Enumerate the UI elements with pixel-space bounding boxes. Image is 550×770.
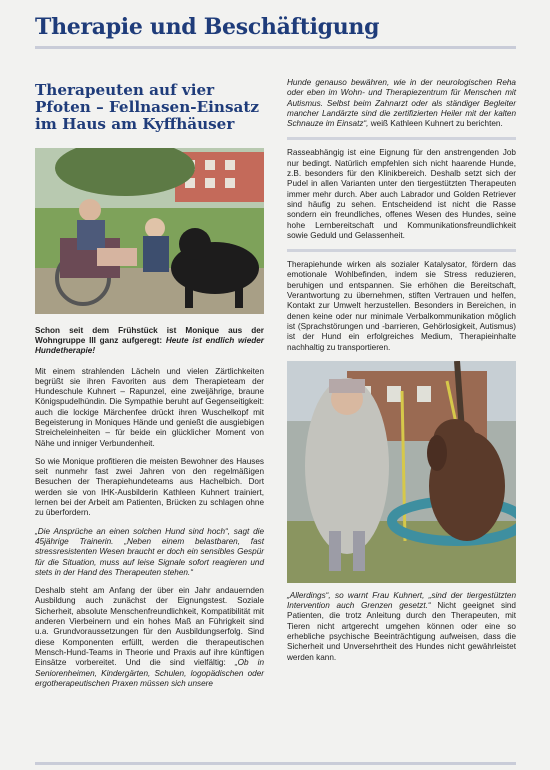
page-title: Therapie und Beschäftigung (35, 14, 380, 40)
paragraph: Mit einem strahlenden Lächeln und vielen Zärtlichkeiten begrüßt sie ihren Favoriten aus dem Therapieteam der Hundeschule Kuhnert – Rapunzel, eine zweijährige, braune Königspudelhündin. Die Sympathie beruht auf Gegenseitigkeit: auch die lockige Märchenfee drückt ihren Wuschelkopf mit Begeisterung in Moniques Hände und genießt die ausgiebigen Streicheleinheiten – für beide ein glücklicher Moment von Nähe und inniger Verbundenheit. (35, 366, 264, 448)
paragraph: Hunde genauso bewähren, wie in der neurologischen Reha oder eben im Wohn- und Therapiezentrum für Menschen mit Autismus. Selbst beim Zahnarzt oder als ständiger Begleiter mancher Landärzte sind die zertifizierten Heiler mit der kalten Schnauze im Einsatz“, weiß Kathleen Kuhnert zu berichten. (287, 78, 516, 129)
quote-paragraph: „Die Ansprüche an einen solchen Hund sind hoch“, sagt die 45jährige Trainerin. „Neben einem belastbaren, fast stressresistenten Wesen braucht er doch ein sensibles Gespür für die Situation, muss auf leise Signale sofort reagieren und stets in der Hand des Therapeuten stehen.“ (35, 526, 264, 577)
paragraph: „Allerdings“, so warnt Frau Kuhnert, „sind der tiergestützten Intervention auch Grenzen gesetzt.“ Nicht geeignet sind Patienten, die trotz Anleitung durch den Therapeuten, mit Tieren nicht artgerecht umgehen können oder eine so erhebliche psychische Beeinträchtigung aufweisen, dass die Sicherheit und Unversehrtheit des Hundes nicht gewährleistet werden kann. (287, 590, 516, 662)
paragraph: Rasseabhängig ist eine Eignung für den anstrengenden Job nur bedingt. Natürlich empfehlen sich nicht haarende Hunde, z.B. besonders für den Klinikbereich. Deshalb setzt sich der Pudel in allen Varianten unter den tiergestützten Therapeuten immer mehr durch. Aber auch Labrador und Golden Retriever sind häufig zu sehen. Entscheidend ist nicht die Rasse sondern ein freundliches, offenes Wesen des Hundes, seine hohe Lernbereitschaft und Kommunikationsfreundlichkeit sowie Geduld und Gelassenheit. (287, 148, 516, 240)
paragraph: Therapiehunde wirken als sozialer Katalysator, fördern das emotionale Wohlbefinden, indem sie Stress reduzieren, beruhigen und entspannen. Sie erhöhen die Bereitschaft, Verantwortung zu übernehmen, stiften Vertrauen und helfen, Kontakt zur Umwelt herzustellen. Besonders in Bereichen, in denen keine oder nur minimale Verbalkommunikation möglich ist (Sprachstörungen und -barrieren, Gehörlosigkeit, Autismus) ist der Hund ein erfolgreiches Medium, Therapieinhalte nachhaltig zu transportieren. (287, 260, 516, 352)
bottom-divider (35, 762, 516, 765)
right-column (287, 78, 516, 671)
title-divider (35, 46, 516, 49)
article-headline: Therapeuten auf vier Pfoten – Fellnasen-Einsatz im Haus am Kyffhäuser (35, 81, 259, 134)
paragraph: Deshalb steht am Anfang der über ein Jahr andauernden Ausbildung auch zunächst der Eignungstest. Soziale Sicherheit, absolute Menschenfreundlichkeit, Kompatibilität mit anderen Vierbeinern und ein hohes Maß an Führigkeit sind u.a. Grundvoraussetzungen für den Ausbildungserfolg. Sind diese Komponenten erfüllt, werden die therapeutischen Mensch-Hund-Teams in Theorie und Praxis auf ihre künftigen Einsätze vorbereitet. Und die sind vielfältig: „Ob in Seniorenheimen, Kindergärten, Schulen, logopädischen oder ergotherapeutischen Praxen müssen sich unsere (35, 586, 264, 688)
article-lead: Schon seit dem Frühstück ist Monique aus der Wohngruppe III ganz aufgeregt: Heute ist endlich wieder Hundetherapie! (35, 325, 264, 356)
divider (287, 137, 516, 140)
divider (287, 249, 516, 252)
photo-woman-with-poodle (287, 361, 516, 583)
paragraph: So wie Monique profitieren die meisten Bewohner des Hauses seit nunmehr fast zwei Jahren von den regelmäßigen Besuchen der Therapiehundeteams aus Hachelbich. Dort werden sie von IHK-Ausbilderin Kathleen Kuhnert trainiert, lernen bei der Arbeit am Patienten, Brücken zu schlagen ohne zu überfordern. (35, 456, 264, 518)
left-column (35, 82, 264, 697)
photo-wheelchair-with-dog (35, 148, 264, 314)
